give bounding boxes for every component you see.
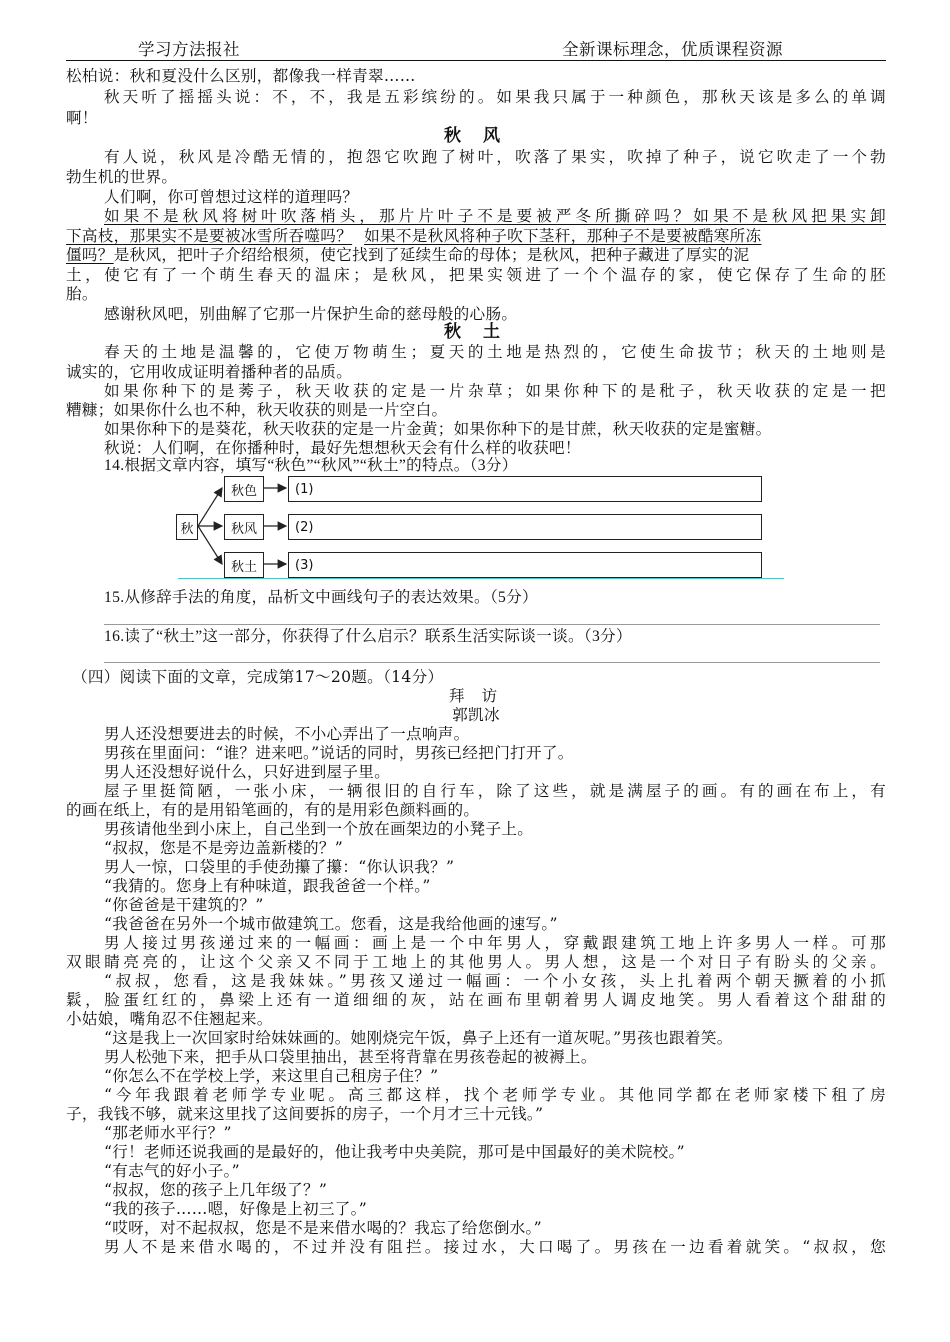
text-line: “那老师水平行？” — [104, 1124, 232, 1142]
text-line: 松柏说：秋和夏没什么区别，都像我一样青翠…… — [66, 67, 416, 85]
text-line: “我爸爸在另外一个城市做建筑工。您看，这是我给他画的速写。” — [104, 915, 558, 933]
arrow — [198, 488, 222, 526]
text-line: 秋说：人们啊，在你播种时，最好先想想秋天会有什么样的收获吧！ — [104, 439, 581, 457]
header-publisher: 学习方法报社 — [138, 40, 240, 59]
text-line: 勃生机的世界。 — [66, 168, 178, 186]
text-line: “叔叔，您是不是旁边盖新楼的？” — [104, 839, 344, 857]
article-title: 拜 访 — [448, 687, 504, 705]
underlined-sentence: 下高枝，那果实不是要被冰雪所吞噬吗？ — [66, 227, 353, 245]
question-16: 16.读了“秋土”这一部分，你获得了什么启示？联系生活实际谈一谈。（3分） — [104, 628, 632, 645]
text-line: 人们啊，你可曾想过这样的道理吗？ — [104, 188, 359, 206]
question-14: 14.根据文章内容，填写“秋色”“秋风”“秋土”的特点。（3分） — [104, 457, 518, 474]
answer-line — [104, 624, 880, 625]
text-line: “有志气的好小子。” — [104, 1162, 240, 1180]
text-line: “叔叔，您看，这是我妹妹。”男孩又递过一幅画：一个小女孩，头上扎着两个朝天撅着的小抓 — [104, 972, 886, 990]
text-line: 屋子里挺简陋，一张小床，一辆很旧的自行车，除了这些，就是满屋子的画。有的画在布上，有 — [104, 782, 886, 800]
diagram-label: 秋土 — [224, 552, 264, 578]
accent-rule — [178, 578, 784, 579]
diagram-answer-field[interactable]: (1) — [288, 476, 762, 502]
text-line: 小姑娘，嘴角忍不住翘起来。 — [66, 1010, 273, 1028]
header-divider — [66, 60, 886, 61]
text-line: 土，使它有了一个萌生春天的温床；是秋风，把果实领进了一个个温存的家，使它保存了生命的胚 — [66, 266, 886, 284]
text-line: “你爸爸是干建筑的？” — [104, 896, 264, 914]
section-title-autumn-wind: 秋 风 — [444, 126, 508, 146]
diagram-root: 秋 — [176, 514, 198, 540]
text-line: 男人不是来借水喝的，不过并没有阻拦。接过水，大口喝了。男孩在一边看着就笑。“叔叔，您 — [104, 1238, 886, 1256]
text-line — [66, 245, 886, 265]
diagram-label: 秋色 — [224, 476, 264, 502]
text-line: 的画在纸上，有的是用铅笔画的，有的是用彩色颜料画的。 — [66, 801, 480, 819]
text-line: 男人接过男孩递过来的一幅画：画上是一个中年男人，穿戴跟建筑工地上许多男人一样。可那 — [104, 934, 886, 952]
text-line: 男人松弛下来，把手从口袋里抽出，甚至将背靠在男孩卷起的被褥上。 — [104, 1048, 597, 1066]
text-line: “哎呀，对不起叔叔，您是不是来借水喝的？我忘了给您倒水。” — [104, 1219, 542, 1237]
text-line: “行！老师还说我画的是最好的，他让我考中央美院，那可是中国最好的美术院校。” — [104, 1143, 685, 1161]
underlined-sentence: 僵吗？ — [66, 246, 114, 264]
answer-line — [104, 662, 880, 663]
text-line: 诚实的，它用收成证明着播种者的品质。 — [66, 363, 353, 381]
diagram-answer-field[interactable]: (2) — [288, 514, 762, 540]
text-line: 胎。 — [66, 285, 98, 303]
text-line: 秋天听了摇摇头说：不，不，我是五彩缤纷的。如果我只属于一种颜色，那秋天该是多么的单调 — [104, 88, 886, 106]
article-author: 郭凯冰 — [452, 706, 500, 724]
text-line: “我的孩子……嗯，好像是上初三了。” — [104, 1200, 368, 1218]
text-line: 男人还没想要进去的时候，不小心弄出了一点响声。 — [104, 725, 470, 743]
text-line: 男孩请他坐到小床上，自己坐到一个放在画架边的小凳子上。 — [104, 820, 534, 838]
text-line: 子，我钱不够，就来这里找了这间要拆的房子，一个月才三十元钱。” — [66, 1105, 544, 1123]
text-line: 有人说，秋风是冷酷无情的，抱怨它吹跑了树叶，吹落了果实，吹掉了种子，说它吹走了一个勃 — [104, 148, 886, 166]
text-line: 男孩在里面问：“谁？进来吧。”说话的同时，男孩已经把门打开了。 — [104, 744, 574, 762]
underlined-sentence: 如果不是秋风将树叶吹落梢头，那片片叶子不是要被严冬所撕碎吗？如果不是秋风把果实卸 — [104, 207, 886, 225]
text-line: 鬏，脸蛋红红的，鼻梁上还有一道细细的灰，站在画布里朝着男人调皮地笑。男人看着这个甜甜的 — [66, 991, 886, 1009]
text-line: 如果你种下的是莠子，秋天收获的定是一片杂草；如果你种下的是秕子，秋天收获的定是一把 — [104, 382, 886, 400]
text-line: “你怎么不在学校上学，来这里自己租房子住？” — [104, 1067, 439, 1085]
characteristics-diagram — [176, 474, 786, 584]
diagram-answer-field[interactable]: (3) — [288, 552, 762, 578]
text-line: “今年我跟着老师学专业呢。高三都这样，找个老师学专业。其他同学都在老师家楼下租了房 — [104, 1086, 886, 1104]
text-line: “叔叔，您的孩子上几年级了？” — [104, 1181, 328, 1199]
part4-intro: （四）阅读下面的文章，完成第17～20题。（14分） — [72, 668, 444, 686]
question-15: 15.从修辞手法的角度，品析文中画线句子的表达效果。（5分） — [104, 589, 538, 606]
arrow — [198, 526, 222, 564]
diagram-label: 秋风 — [224, 514, 264, 540]
text-line: 啊！ — [66, 109, 98, 127]
text-line: 男人一惊，口袋里的手使劲攥了攥：“你认识我？” — [104, 858, 455, 876]
text-line: 男人还没想好说什么，只好进到屋子里。 — [104, 763, 391, 781]
text-line — [66, 226, 886, 246]
text-line: “这是我上一次回家时给妹妹画的。她刚烧完午饭，鼻子上还有一道灰呢。”男孩也跟着笑。 — [104, 1029, 733, 1047]
text-line: 糟糠；如果你什么也不种，秋天收获的则是一片空白。 — [66, 401, 448, 419]
text-line: 春天的土地是温馨的，它使万物萌生；夏天的土地是热烈的，它使生命拔节；秋天的土地则是 — [104, 343, 886, 361]
text-line: 双眼睛亮亮的，让这个父亲又不同于工地上的其他男人。男人想，这是一个对日子有盼头的父亲。 — [66, 953, 886, 971]
text-line: 如果你种下的是葵花，秋天收获的定是一片金黄；如果你种下的是甘蔗，秋天收获的定是蜜糖。 — [104, 420, 772, 438]
underlined-sentence: 如果不是秋风将种子吹下茎秆，那种子不是要被酷寒所冻 — [364, 227, 762, 245]
text-line: “我猜的。您身上有种味道，跟我爸爸一个样。” — [104, 877, 431, 895]
text-line: 是秋风，把叶子介绍给根须，使它找到了延续生命的母体；是秋风，把种子藏进了厚实的泥 — [113, 246, 750, 264]
section-title-autumn-soil: 秋 土 — [444, 322, 508, 342]
header-slogan: 全新课标理念，优质课程资源 — [562, 40, 783, 59]
text-line: 感谢秋风吧，别曲解了它那一片保护生命的慈母般的心肠。 — [104, 305, 518, 323]
